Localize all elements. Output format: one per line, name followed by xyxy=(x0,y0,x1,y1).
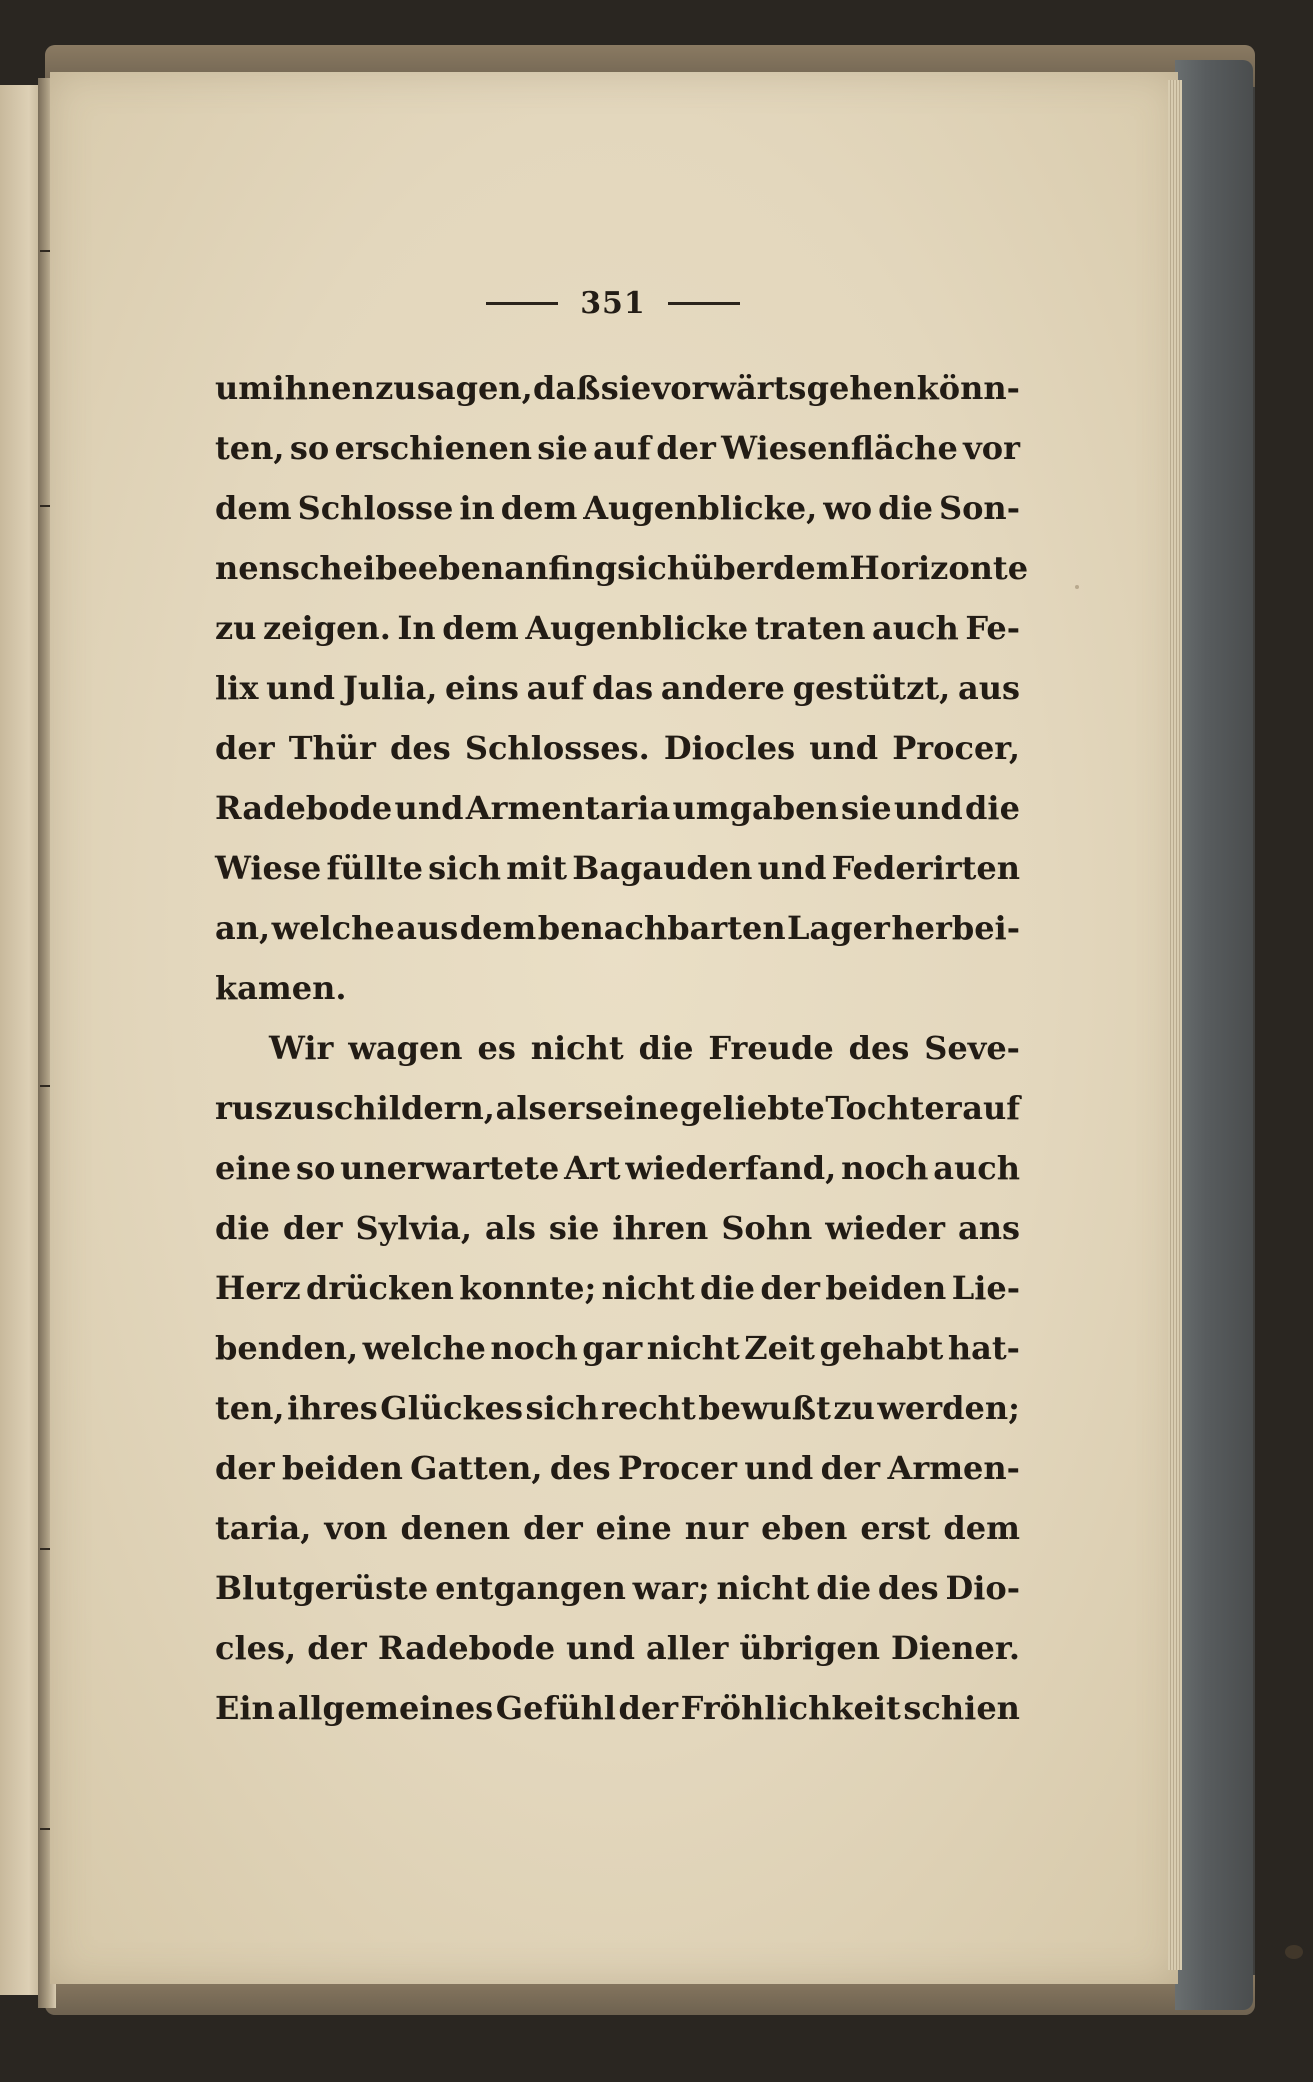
paper-speck xyxy=(1285,1945,1303,1959)
text-line: zu zeigen. In dem Augenblicke traten auch Fe- xyxy=(215,609,1020,647)
text-line: nenscheibe eben anfing sich über dem Horizonte xyxy=(215,549,1029,587)
text-line: um ihnen zu sagen, daß sie vorwärts gehen könn- xyxy=(215,369,1020,407)
margin-tick xyxy=(40,1085,50,1087)
header-rule-right xyxy=(668,302,740,305)
page-stack-edges xyxy=(1168,80,1182,1970)
text-line: rus zu schildern, als er seine geliebte Tochter auf xyxy=(215,1089,1020,1127)
text-line: Ein allgemeines Gefühl der Fröhlichkeit schien xyxy=(215,1689,1020,1727)
text-line: eine so unerwartete Art wiederfand, noch auch xyxy=(215,1149,1020,1187)
text-line: Wir wagen es nicht die Freude des Seve- xyxy=(269,1029,1020,1067)
text-line: cles, der Radebode und aller übrigen Diener. xyxy=(215,1629,1020,1667)
cover-right-edge xyxy=(1175,60,1253,2010)
header-rule-left xyxy=(486,302,558,305)
page-text xyxy=(215,358,1029,1738)
text-line: an, welche aus dem benachbarten Lager herbei- xyxy=(215,909,1020,947)
text-line: ten, ihres Glückes sich recht bewußt zu werden; xyxy=(215,1389,1020,1427)
text-line: ten, so erschienen sie auf der Wiesenfläche vor xyxy=(215,429,1020,467)
text-line: Herz drücken konnte; nicht die der beiden Lie- xyxy=(215,1269,1020,1307)
text-line: die der Sylvia, als sie ihren Sohn wieder ans xyxy=(215,1209,1020,1247)
page-number: 351 xyxy=(580,285,646,321)
text-line: der beiden Gatten, des Procer und der Armen- xyxy=(215,1449,1020,1487)
paper-speck xyxy=(1075,585,1079,589)
page-number-header xyxy=(448,283,778,323)
text-line: lix und Julia, eins auf das andere gestützt, aus xyxy=(215,669,1020,707)
margin-tick xyxy=(40,505,50,507)
text-line: benden, welche noch gar nicht Zeit gehabt hat- xyxy=(215,1329,1020,1367)
text-line: dem Schlosse in dem Augenblicke, wo die Son- xyxy=(215,489,1020,527)
text-line: Blutgerüste entgangen war; nicht die des Dio- xyxy=(215,1569,1020,1607)
text-line: Radebode und Armentaria umgaben sie und die xyxy=(215,789,1020,827)
margin-tick xyxy=(40,250,50,252)
text-line: Wiese füllte sich mit Bagauden und Federirten xyxy=(215,849,1020,887)
text-line: kamen. xyxy=(215,969,347,1007)
text-line: der Thür des Schlosses. Diocles und Procer, xyxy=(215,729,1020,767)
margin-tick xyxy=(40,1828,50,1830)
text-line: taria, von denen der eine nur eben erst dem xyxy=(215,1509,1020,1547)
margin-tick xyxy=(40,1548,50,1550)
